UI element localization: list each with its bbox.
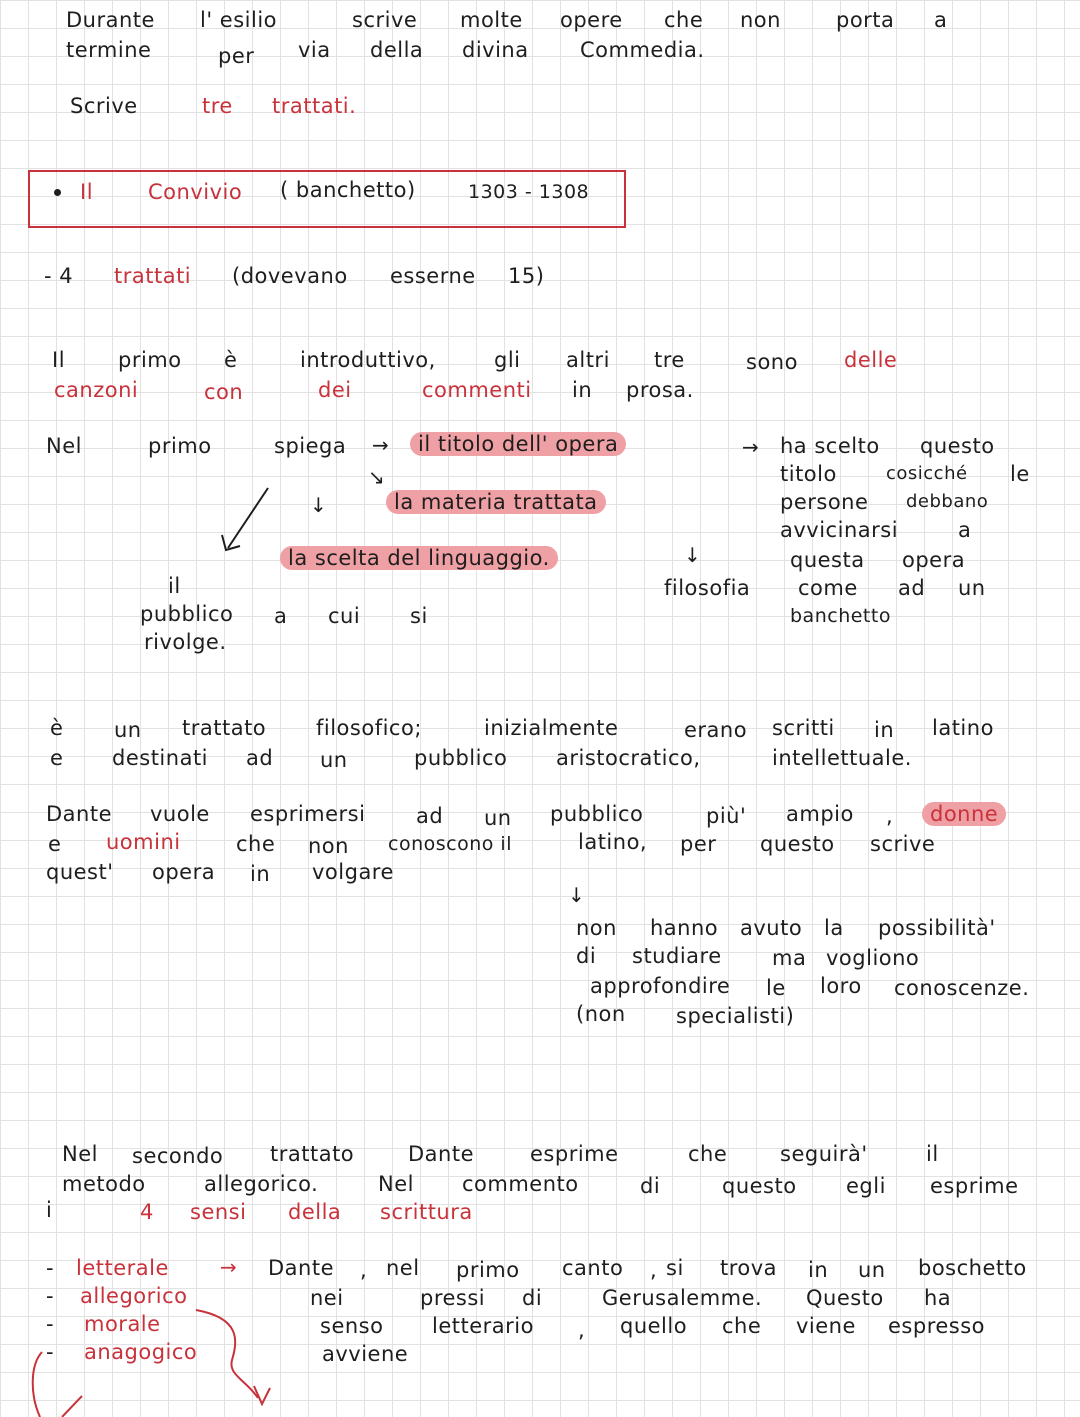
word: delle <box>844 348 898 372</box>
word: latino, <box>578 830 648 854</box>
word: pressi <box>420 1286 486 1310</box>
title-translation: ( banchetto) <box>280 178 416 202</box>
word: con <box>204 380 244 404</box>
word: in <box>808 1258 829 1282</box>
word: filosofico; <box>316 716 422 740</box>
word: uomini <box>106 830 181 854</box>
word: che <box>722 1314 762 1338</box>
word: 15) <box>508 264 545 288</box>
word: sono <box>746 350 798 374</box>
word: - 4 <box>44 264 74 288</box>
page-title: Convivio <box>148 180 243 204</box>
word: ha scelto <box>780 434 880 458</box>
word: i <box>46 1198 53 1222</box>
word: conoscenze. <box>894 976 1030 1000</box>
word: quest' <box>46 860 114 884</box>
word: a <box>934 8 948 32</box>
word: seguirà' <box>780 1142 868 1166</box>
word: hanno <box>650 916 719 940</box>
word: porta <box>836 8 895 32</box>
word: che <box>664 8 704 32</box>
word: via <box>298 38 331 62</box>
arrow-right-icon: → <box>372 433 389 457</box>
list-dash: - <box>46 1312 55 1336</box>
word: opere <box>560 8 623 32</box>
word: Il <box>52 348 66 372</box>
word: ad <box>416 804 444 828</box>
word: esprime <box>930 1174 1019 1198</box>
word: ad <box>246 746 274 770</box>
word: per <box>218 44 255 68</box>
word: Dante <box>46 802 113 826</box>
word: è <box>224 348 238 372</box>
word: volgare <box>312 860 394 884</box>
word: latino <box>932 716 994 740</box>
word: l' esilio <box>200 8 277 32</box>
highlight-title: il titolo dell' opera <box>410 432 626 456</box>
word: destinati <box>112 746 209 770</box>
word: esserne <box>390 264 476 288</box>
word: persone <box>780 490 869 514</box>
word: Gerusalemme. <box>602 1286 763 1310</box>
word: Scrive <box>70 94 138 118</box>
word: che <box>236 832 276 856</box>
list-item: anagogico <box>84 1340 198 1364</box>
word: nei <box>310 1286 344 1310</box>
word: avuto <box>740 916 803 940</box>
word: erano <box>684 718 748 742</box>
word: Nel <box>46 434 82 458</box>
word: secondo <box>132 1144 224 1168</box>
word: il <box>168 574 181 598</box>
word: commenti <box>422 378 532 402</box>
word: per <box>680 832 717 856</box>
word: opera <box>902 548 966 572</box>
word: possibilità' <box>878 916 996 940</box>
word: un <box>858 1258 886 1282</box>
word: della <box>288 1200 342 1224</box>
word: tre <box>654 348 685 372</box>
highlight-language: la scelta del linguaggio. <box>280 546 558 570</box>
word: un <box>484 806 512 830</box>
word: la <box>824 916 844 940</box>
word: banchetto <box>790 605 891 627</box>
word: e <box>48 832 62 856</box>
word: opera <box>152 860 216 884</box>
word: senso <box>320 1314 384 1338</box>
word: trattato <box>182 716 267 740</box>
word: canto <box>562 1256 624 1280</box>
word: approfondire <box>590 974 731 998</box>
word: , <box>578 1318 586 1342</box>
word: cosicché <box>886 463 968 484</box>
word: Questo <box>806 1286 884 1310</box>
word: Dante <box>408 1142 475 1166</box>
word: il <box>926 1142 939 1166</box>
word: ma <box>772 946 807 970</box>
word: e <box>50 746 64 770</box>
word: pubblico <box>140 602 234 626</box>
word: esprimersi <box>250 802 366 826</box>
word: debbano <box>906 491 989 512</box>
word: le <box>766 976 786 1000</box>
word: spiega <box>274 434 347 458</box>
word: nel <box>386 1256 420 1280</box>
word: che <box>688 1142 728 1166</box>
word: si <box>666 1256 684 1280</box>
word: non <box>576 916 617 940</box>
word: altri <box>566 348 610 372</box>
word: commento <box>462 1172 579 1196</box>
word: aristocratico, <box>556 746 701 770</box>
word: studiare <box>632 944 722 968</box>
word: (dovevano <box>232 264 348 288</box>
word: (non <box>576 1002 626 1026</box>
word: pubblico <box>550 802 644 826</box>
bullet-icon <box>54 189 61 196</box>
word: trattato <box>270 1142 355 1166</box>
word: un <box>114 718 142 742</box>
word: come <box>798 576 858 600</box>
arrow-down-icon: ↓ <box>684 543 701 567</box>
word: gli <box>494 348 521 372</box>
word: avvicinarsi <box>780 518 899 542</box>
word: ha <box>924 1286 952 1310</box>
word: vuole <box>150 802 210 826</box>
word: esprime <box>530 1142 619 1166</box>
word: di <box>522 1286 543 1310</box>
word: rivolge. <box>144 630 227 654</box>
word: molte <box>460 8 523 32</box>
arrow-right-icon: → <box>742 435 759 459</box>
word: canzoni <box>54 378 139 402</box>
word: metodo <box>62 1172 146 1196</box>
word: sensi <box>190 1200 247 1224</box>
word: inizialmente <box>484 716 619 740</box>
word: un <box>320 748 348 772</box>
highlight-women: donne <box>922 802 1006 826</box>
list-dash: - <box>46 1256 55 1280</box>
word: Commedia. <box>580 38 705 62</box>
word: specialisti) <box>676 1004 795 1028</box>
word: le <box>1010 462 1030 486</box>
word: trova <box>720 1256 778 1280</box>
word: Nel <box>378 1172 414 1196</box>
word: introduttivo, <box>300 348 436 372</box>
word: più' <box>706 804 747 828</box>
word: un <box>958 576 986 600</box>
word: 4 <box>140 1200 154 1224</box>
word: è <box>50 716 64 740</box>
arrow-right-icon: → <box>220 1255 237 1279</box>
word: primo <box>456 1258 520 1282</box>
word: Nel <box>62 1142 98 1166</box>
word: dei <box>318 378 352 402</box>
title-years: 1303 - 1308 <box>468 181 590 203</box>
word: in <box>250 862 271 886</box>
word: questo <box>760 832 835 856</box>
word: questo <box>722 1174 797 1198</box>
word: trattati <box>114 264 192 288</box>
list-dash: - <box>46 1284 55 1308</box>
word: scrive <box>870 832 936 856</box>
word: a <box>958 518 972 542</box>
word: non <box>308 834 349 858</box>
word: primo <box>148 434 212 458</box>
word: tre <box>202 94 233 118</box>
word: intellettuale. <box>772 746 912 770</box>
word: di <box>640 1174 661 1198</box>
word: allegorico. <box>204 1172 319 1196</box>
list-item: morale <box>84 1312 161 1336</box>
word: non <box>740 8 781 32</box>
title-article: Il <box>80 180 94 204</box>
word: in <box>572 378 593 402</box>
word: primo <box>118 348 182 372</box>
arrow-down-right-icon: ↘ <box>368 465 385 489</box>
word: titolo <box>780 462 837 486</box>
word: , <box>886 804 894 828</box>
word: quello <box>620 1314 688 1338</box>
list-dash: - <box>46 1340 55 1364</box>
word: scritti <box>772 716 835 740</box>
highlight-matter: la materia trattata <box>386 490 606 514</box>
word: in <box>874 718 895 742</box>
word: Durante <box>66 8 155 32</box>
arrow-down-icon: ↓ <box>310 493 327 517</box>
word: scrive <box>352 8 418 32</box>
list-item: letterale <box>76 1256 169 1280</box>
word: , <box>650 1258 658 1282</box>
word: filosofia <box>664 576 751 600</box>
word: si <box>410 604 428 628</box>
word: viene <box>796 1314 856 1338</box>
word: egli <box>846 1174 886 1198</box>
word: boschetto <box>918 1256 1027 1280</box>
word: espresso <box>888 1314 986 1338</box>
word: conoscono il <box>388 833 512 855</box>
word: a <box>274 604 288 628</box>
list-item: allegorico <box>80 1284 188 1308</box>
word: , <box>360 1258 368 1282</box>
word: termine <box>66 38 152 62</box>
word: questa <box>790 548 865 572</box>
word: di <box>576 944 597 968</box>
word: ampio <box>786 802 854 826</box>
word: avviene <box>322 1342 409 1366</box>
word: letterario <box>432 1314 534 1338</box>
word: divina <box>462 38 529 62</box>
word: pubblico <box>414 746 508 770</box>
word: loro <box>820 974 862 998</box>
word: prosa. <box>626 378 694 402</box>
word: scrittura <box>380 1200 473 1224</box>
word: ad <box>898 576 926 600</box>
word: Dante <box>268 1256 335 1280</box>
word: questo <box>920 434 995 458</box>
arrow-down-icon: ↓ <box>568 883 585 907</box>
word: trattati. <box>272 94 357 118</box>
word: vogliono <box>826 946 920 970</box>
word: cui <box>328 604 361 628</box>
word: della <box>370 38 424 62</box>
